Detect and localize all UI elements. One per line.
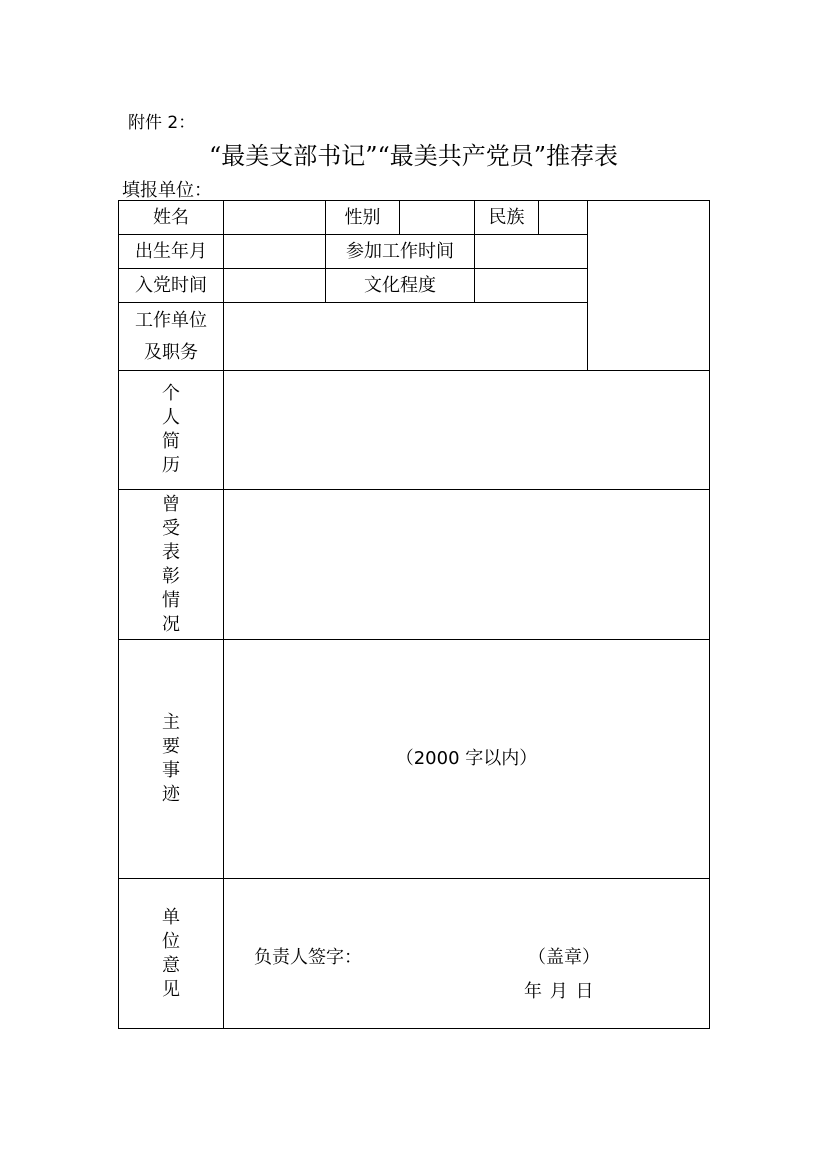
seal-label: （盖章）: [528, 946, 600, 968]
birth-field[interactable]: [224, 235, 326, 269]
workplace-label: [119, 303, 224, 371]
workplace-label-line-2: 及职务: [144, 341, 198, 363]
deeds-label: [119, 640, 224, 879]
opinion-char: 见: [162, 978, 180, 1000]
ethnicity-label: 民族: [475, 201, 539, 235]
deeds-note: （2000 字以内）: [395, 748, 538, 770]
attachment-label: 附件 2：: [128, 113, 196, 133]
resume-char: 人: [162, 407, 180, 428]
name-field[interactable]: [224, 201, 326, 235]
signature-label: 负责人签字：: [254, 946, 362, 968]
awards-char: 表: [162, 541, 180, 563]
opinion-char: 单: [162, 906, 180, 928]
opinion-char: 位: [162, 930, 180, 952]
awards-char: 彰: [162, 565, 180, 587]
deeds-char: 事: [162, 760, 180, 781]
deeds-char: 主: [162, 712, 180, 733]
work-start-label: 参加工作时间: [326, 235, 475, 269]
page-title: “最美支部书记”“最美共产党员”推荐表: [208, 142, 619, 170]
join-party-field[interactable]: [224, 269, 326, 303]
awards-field[interactable]: [224, 490, 710, 640]
awards-char: 情: [162, 589, 180, 611]
resume-char: 简: [162, 431, 180, 452]
work-start-field[interactable]: [475, 235, 588, 269]
workplace-label-line-1: 工作单位: [135, 309, 207, 331]
resume-char: 历: [162, 455, 180, 476]
recommendation-form: [118, 200, 710, 1029]
workplace-field[interactable]: [224, 303, 588, 371]
opinion-label: [119, 879, 224, 1029]
fill-unit-label: 填报单位：: [122, 180, 212, 201]
resume-char: 个: [162, 383, 180, 404]
deeds-field[interactable]: [224, 640, 710, 879]
join-party-label: 入党时间: [119, 269, 224, 303]
birth-label: 出生年月: [119, 235, 224, 269]
education-label: 文化程度: [326, 269, 475, 303]
ethnicity-field[interactable]: [539, 201, 588, 235]
photo-box[interactable]: [588, 201, 710, 371]
date-label: 年 月 日: [524, 980, 595, 1002]
gender-label: 性别: [326, 201, 400, 235]
awards-label: [119, 490, 224, 640]
gender-field[interactable]: [400, 201, 475, 235]
awards-char: 曾: [162, 493, 180, 515]
resume-field[interactable]: [224, 371, 710, 490]
opinion-char: 意: [162, 954, 180, 976]
deeds-char: 要: [162, 736, 180, 757]
opinion-field[interactable]: [224, 879, 710, 1029]
name-label: 姓名: [119, 201, 224, 235]
education-field[interactable]: [475, 269, 588, 303]
awards-char: 况: [162, 613, 180, 635]
resume-label: [119, 371, 224, 490]
deeds-char: 迹: [162, 784, 180, 805]
awards-char: 受: [162, 517, 180, 539]
